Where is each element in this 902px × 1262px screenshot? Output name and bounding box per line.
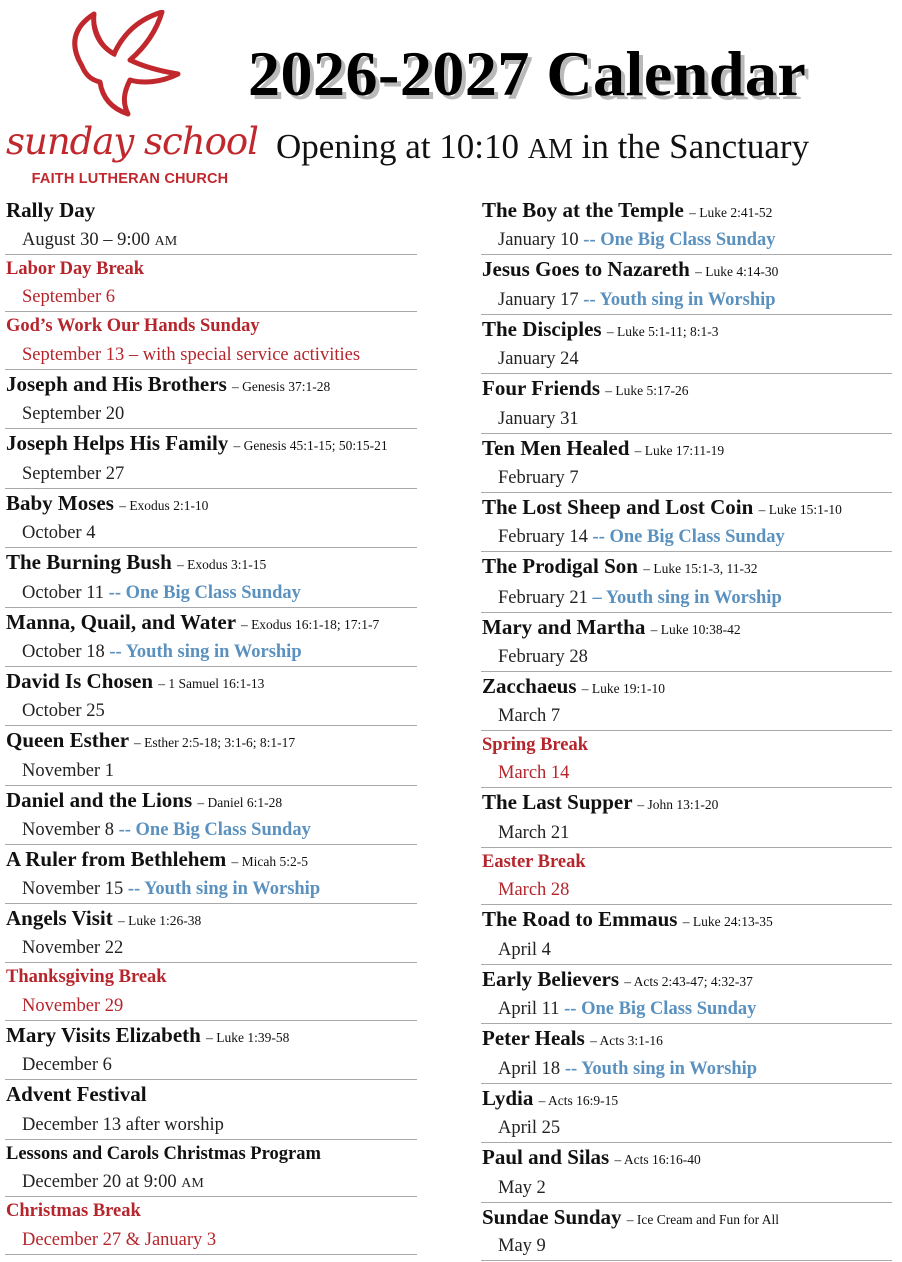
- calendar-entry: [5, 312, 417, 370]
- entry-title: Thanksgiving Break: [6, 967, 167, 987]
- entry-title: Jesus Goes to Nazareth: [482, 257, 690, 281]
- entry-title-line: [6, 197, 95, 223]
- entry-date: April 25: [498, 1118, 561, 1138]
- entry-title: Ten Men Healed: [482, 436, 630, 460]
- entry-note: -- Youth sing in Worship: [583, 290, 776, 310]
- entry-date-line: [22, 462, 124, 486]
- entry-date: October 25: [22, 701, 105, 721]
- entry-note: -- Youth sing in Worship: [127, 879, 321, 899]
- calendar-entry: [481, 1024, 892, 1084]
- entry-date: May 2: [498, 1178, 546, 1198]
- entry-date: February 21: [498, 588, 593, 608]
- entry-date: December 20 at 9:00: [22, 1172, 182, 1192]
- left-column: [5, 196, 417, 1255]
- calendar-entry: [5, 196, 417, 255]
- entry-scripture-ref: – John 13:1-20: [637, 797, 719, 812]
- calendar-entry: [5, 667, 417, 726]
- entry-date-line: [22, 285, 115, 309]
- entry-title-line: [6, 371, 330, 400]
- entry-title: A Ruler from Bethlehem: [6, 847, 227, 871]
- entry-title: Sundae Sunday: [482, 1205, 622, 1229]
- entry-date-line: [22, 936, 123, 960]
- calendar-entry: [5, 726, 417, 786]
- calendar-entry: [481, 196, 892, 255]
- calendar-entry: [5, 786, 417, 845]
- entry-date: December 27 & January 3: [22, 1230, 217, 1250]
- entry-date-line: [498, 466, 579, 490]
- entry-title-line: [6, 727, 295, 756]
- entry-title: The Last Supper: [482, 790, 633, 814]
- entry-title: Easter Break: [482, 852, 586, 872]
- entry-title: The Prodigal Son: [482, 554, 638, 578]
- entry-title-line: [6, 787, 282, 816]
- entry-scripture-ref: – Exodus 2:1-10: [119, 498, 209, 513]
- entry-note: -- One Big Class Sunday: [592, 527, 785, 547]
- calendar-entry: [5, 370, 417, 429]
- entry-title-line: [6, 1022, 289, 1051]
- entry-scripture-ref: – Luke 15:1-3, 11-32: [643, 561, 758, 576]
- entry-title-line: [482, 256, 778, 285]
- entry-date-line: [498, 821, 569, 845]
- entry-title: Zacchaeus: [482, 674, 577, 698]
- calendar-entry: [481, 315, 892, 374]
- calendar-entry: [481, 731, 892, 788]
- entry-title: The Lost Sheep and Lost Coin: [482, 495, 754, 519]
- entry-scripture-ref: – Esther 2:5-18; 3:1-6; 8:1-17: [133, 735, 296, 750]
- entry-date-line: [498, 288, 776, 312]
- entry-date-line: [22, 1228, 216, 1252]
- calendar-entry: [481, 1084, 892, 1143]
- calendar-entry: [5, 608, 417, 667]
- entry-date-line: [498, 347, 579, 371]
- entry-title: Queen Esther: [6, 728, 129, 752]
- entry-date: September 27: [22, 464, 125, 484]
- entry-note: – Youth sing in Worship: [592, 588, 782, 608]
- entry-title: Rally Day: [6, 198, 96, 222]
- calendar-entry: [5, 429, 417, 489]
- entry-date: March 28: [498, 880, 570, 900]
- entry-title-line: [482, 906, 773, 935]
- entry-date: April 11: [498, 999, 565, 1019]
- page-subtitle: [276, 122, 876, 175]
- entry-date-line: [22, 994, 123, 1018]
- entry-scripture-ref: – Luke 5:17-26: [605, 383, 689, 398]
- entry-title: Manna, Quail, and Water: [6, 610, 236, 634]
- calendar-entry: [481, 552, 892, 613]
- dove-icon: [64, 10, 184, 122]
- entry-date-line: [498, 228, 776, 252]
- entry-title: The Road to Emmaus: [482, 907, 678, 931]
- entry-date-line: [22, 1170, 204, 1196]
- entry-title-line: [6, 1141, 321, 1167]
- entry-title-line: [6, 846, 308, 875]
- entry-date: November 8: [22, 820, 119, 840]
- calendar-entry: [5, 963, 417, 1021]
- entry-date-line: [22, 640, 302, 664]
- calendar-entry: [481, 1203, 892, 1261]
- entry-date: March 7: [498, 706, 561, 726]
- entry-date-line: [498, 1234, 546, 1258]
- entry-title: Spring Break: [482, 735, 589, 755]
- entry-date: November 1: [22, 761, 114, 781]
- entry-title-line: [6, 905, 201, 934]
- entry-date-line: [22, 228, 177, 254]
- entry-scripture-ref: – Acts 2:43-47; 4:32-37: [624, 974, 753, 989]
- entry-title: Lydia: [482, 1086, 534, 1110]
- entry-note: -- One Big Class Sunday: [118, 820, 311, 840]
- entry-title-line: [6, 549, 266, 578]
- entry-scripture-ref: – Luke 1:39-58: [206, 1030, 290, 1045]
- entry-title: Mary Visits Elizabeth: [6, 1023, 201, 1047]
- entry-title: Peter Heals: [482, 1026, 585, 1050]
- entry-title-line: [482, 553, 757, 582]
- entry-date-line: [22, 402, 124, 426]
- entry-date-line: [498, 1176, 546, 1200]
- entry-title: Joseph Helps His Family: [6, 431, 229, 455]
- entry-title: The Disciples: [482, 317, 602, 341]
- entry-scripture-ref: – Ice Cream and Fun for All: [626, 1212, 779, 1227]
- calendar-entry: [5, 1021, 417, 1080]
- subtitle-prefix: Opening at 10:10: [276, 127, 528, 166]
- entry-scripture-ref: – Exodus 3:1-15: [177, 557, 267, 572]
- entry-scripture-ref: – Acts 16:16-40: [614, 1152, 701, 1167]
- entry-date: May 9: [498, 1236, 546, 1256]
- entry-title-line: [482, 732, 588, 758]
- entry-time-am: AM: [154, 234, 178, 249]
- entry-scripture-ref: – Luke 15:1-10: [758, 502, 842, 517]
- entry-title-line: [6, 1081, 147, 1107]
- entry-date-line: [498, 938, 551, 962]
- entry-scripture-ref: – Genesis 37:1-28: [232, 379, 331, 394]
- entry-title: God’s Work Our Hands Sunday: [6, 316, 260, 336]
- entry-date-line: [498, 407, 579, 431]
- logo: [4, 8, 258, 190]
- calendar-entry: [481, 848, 892, 905]
- calendar-entry: [481, 493, 892, 552]
- entry-note: -- Youth sing in Worship: [109, 642, 302, 662]
- entry-date-line: [498, 525, 785, 549]
- calendar-entry: [481, 965, 892, 1024]
- entry-title: Mary and Martha: [482, 615, 646, 639]
- entry-date: November 15: [22, 879, 128, 899]
- entry-date-line: [22, 343, 360, 367]
- entry-date: April 18: [498, 1059, 565, 1079]
- entry-date: January 24: [498, 349, 579, 369]
- calendar-entry: [481, 905, 892, 965]
- entry-date-line: [22, 818, 311, 842]
- entry-title-line: [6, 1198, 141, 1224]
- entry-title: The Boy at the Temple: [482, 198, 684, 222]
- entry-title: Daniel and the Lions: [6, 788, 193, 812]
- entry-date: November 29: [22, 996, 124, 1016]
- entry-date: October 18: [22, 642, 110, 662]
- entry-title: Baby Moses: [6, 491, 114, 515]
- subtitle-suffix: in the Sanctuary: [572, 127, 810, 166]
- entry-title-line: [482, 375, 689, 404]
- entry-title-line: [482, 494, 842, 523]
- calendar-entry: [481, 613, 892, 672]
- entry-date-line: [498, 704, 560, 728]
- logo-church-name: FAITH LUTHERAN CHURCH: [31, 171, 229, 187]
- entry-title: Paul and Silas: [482, 1145, 610, 1169]
- entry-date: January 17: [498, 290, 584, 310]
- entry-date: December 13 after worship: [22, 1115, 224, 1135]
- entry-note: -- One Big Class Sunday: [108, 583, 301, 603]
- entry-title: Joseph and His Brothers: [6, 372, 227, 396]
- entry-title: Advent Festival: [6, 1082, 147, 1106]
- entry-title-line: [6, 964, 167, 990]
- entry-date-line: [22, 581, 301, 605]
- entry-title-line: [6, 490, 208, 519]
- entry-title-line: [482, 1085, 618, 1114]
- calendar-entry: [5, 904, 417, 963]
- entry-title: Four Friends: [482, 376, 601, 400]
- entry-date: August 30 – 9:00: [22, 230, 155, 250]
- calendar-entry: [5, 1197, 417, 1255]
- calendar-entry: [5, 548, 417, 608]
- entry-title-line: [482, 1025, 663, 1054]
- entry-title: Lessons and Carols Christmas Program: [6, 1144, 321, 1164]
- entry-title-line: [482, 849, 586, 875]
- calendar-entry: [481, 255, 892, 315]
- entry-title: Angels Visit: [6, 906, 113, 930]
- calendar-entry: [481, 434, 892, 493]
- entry-scripture-ref: – Daniel 6:1-28: [197, 795, 283, 810]
- calendar-entry: [5, 845, 417, 904]
- calendar-entry: [5, 1080, 417, 1140]
- entry-title-line: [6, 668, 264, 697]
- entry-date: September 13 – with special service activities: [22, 345, 361, 365]
- entry-title-line: [482, 789, 718, 818]
- entry-scripture-ref: – Micah 5:2-5: [231, 854, 309, 869]
- entry-title-line: [482, 966, 753, 995]
- entry-title-line: [482, 673, 665, 702]
- entry-scripture-ref: – Luke 2:41-52: [689, 205, 773, 220]
- entry-title-line: [6, 430, 388, 459]
- entry-date-line: [22, 759, 114, 783]
- entry-date-line: [22, 1113, 224, 1137]
- entry-title: David Is Chosen: [6, 669, 154, 693]
- calendar-entry: [481, 672, 892, 731]
- entry-note: -- Youth sing in Worship: [564, 1059, 758, 1079]
- entry-scripture-ref: – Luke 10:38-42: [650, 622, 741, 637]
- entry-title-line: [6, 609, 379, 638]
- entry-scripture-ref: – Luke 19:1-10: [581, 681, 665, 696]
- header: [0, 0, 902, 196]
- entry-title-line: [482, 197, 772, 226]
- entry-date-line: [498, 1057, 757, 1081]
- logo-script-text: sunday school: [6, 120, 258, 163]
- entry-date: April 4: [498, 940, 551, 960]
- entry-date-line: [498, 586, 782, 610]
- entry-title: Christmas Break: [6, 1201, 141, 1221]
- entry-scripture-ref: – Luke 17:11-19: [634, 443, 725, 458]
- entry-title-line: [482, 435, 724, 464]
- entry-date-line: [498, 878, 569, 902]
- entry-date: February 7: [498, 468, 579, 488]
- entry-date: March 21: [498, 823, 570, 843]
- entry-date: October 11: [22, 583, 109, 603]
- entry-title-line: [482, 316, 718, 345]
- entry-scripture-ref: – Luke 5:1-11; 8:1-3: [606, 324, 719, 339]
- entry-scripture-ref: – Luke 1:26-38: [118, 913, 202, 928]
- entry-date-line: [498, 1116, 560, 1140]
- entry-date: February 28: [498, 647, 588, 667]
- calendar-entry: [5, 1140, 417, 1197]
- entry-scripture-ref: – Genesis 45:1-15; 50:15-21: [233, 438, 388, 453]
- calendar-entry: [5, 255, 417, 312]
- entry-date: October 4: [22, 523, 96, 543]
- entry-scripture-ref: – Acts 16:9-15: [538, 1093, 619, 1108]
- entry-title-line: [482, 1144, 701, 1173]
- entry-scripture-ref: – 1 Samuel 16:1-13: [158, 676, 265, 691]
- right-column: [481, 196, 892, 1261]
- entry-date: January 31: [498, 409, 579, 429]
- entry-date: February 14: [498, 527, 593, 547]
- entry-date: March 14: [498, 763, 570, 783]
- entry-title: Early Believers: [482, 967, 620, 991]
- calendar-entry: [481, 1143, 892, 1203]
- entry-date-line: [22, 521, 95, 545]
- entry-date-line: [498, 645, 588, 669]
- entry-title-line: [6, 313, 260, 339]
- entry-date: September 20: [22, 404, 125, 424]
- entry-title-line: [6, 256, 144, 282]
- entry-note: -- One Big Class Sunday: [583, 230, 776, 250]
- entry-scripture-ref: – Acts 3:1-16: [590, 1033, 663, 1048]
- calendar-entry: [481, 374, 892, 434]
- entry-date-line: [498, 997, 756, 1021]
- entry-date-line: [498, 761, 569, 785]
- page-title: 2026-2027 Calendar: [248, 38, 807, 109]
- entry-date: January 10: [498, 230, 584, 250]
- calendar-entry: [481, 788, 892, 848]
- entry-scripture-ref: – Luke 4:14-30: [695, 264, 779, 279]
- subtitle-am: AM: [527, 134, 573, 165]
- entry-title: The Burning Bush: [6, 550, 172, 574]
- entry-scripture-ref: – Luke 24:13-35: [682, 914, 773, 929]
- entry-date-line: [22, 1053, 112, 1077]
- entry-title: Labor Day Break: [6, 259, 145, 279]
- entry-date: September 6: [22, 287, 115, 307]
- entry-date: November 22: [22, 938, 124, 958]
- entry-date-line: [22, 699, 105, 723]
- entry-time-am: AM: [181, 1176, 204, 1191]
- calendar-entry: [5, 489, 417, 548]
- entry-date: December 6: [22, 1055, 112, 1075]
- entry-note: -- One Big Class Sunday: [564, 999, 757, 1019]
- entry-date-line: [22, 877, 320, 901]
- entry-title-line: [482, 1204, 779, 1233]
- entry-scripture-ref: – Exodus 16:1-18; 17:1-7: [240, 617, 380, 632]
- entry-title-line: [482, 614, 741, 643]
